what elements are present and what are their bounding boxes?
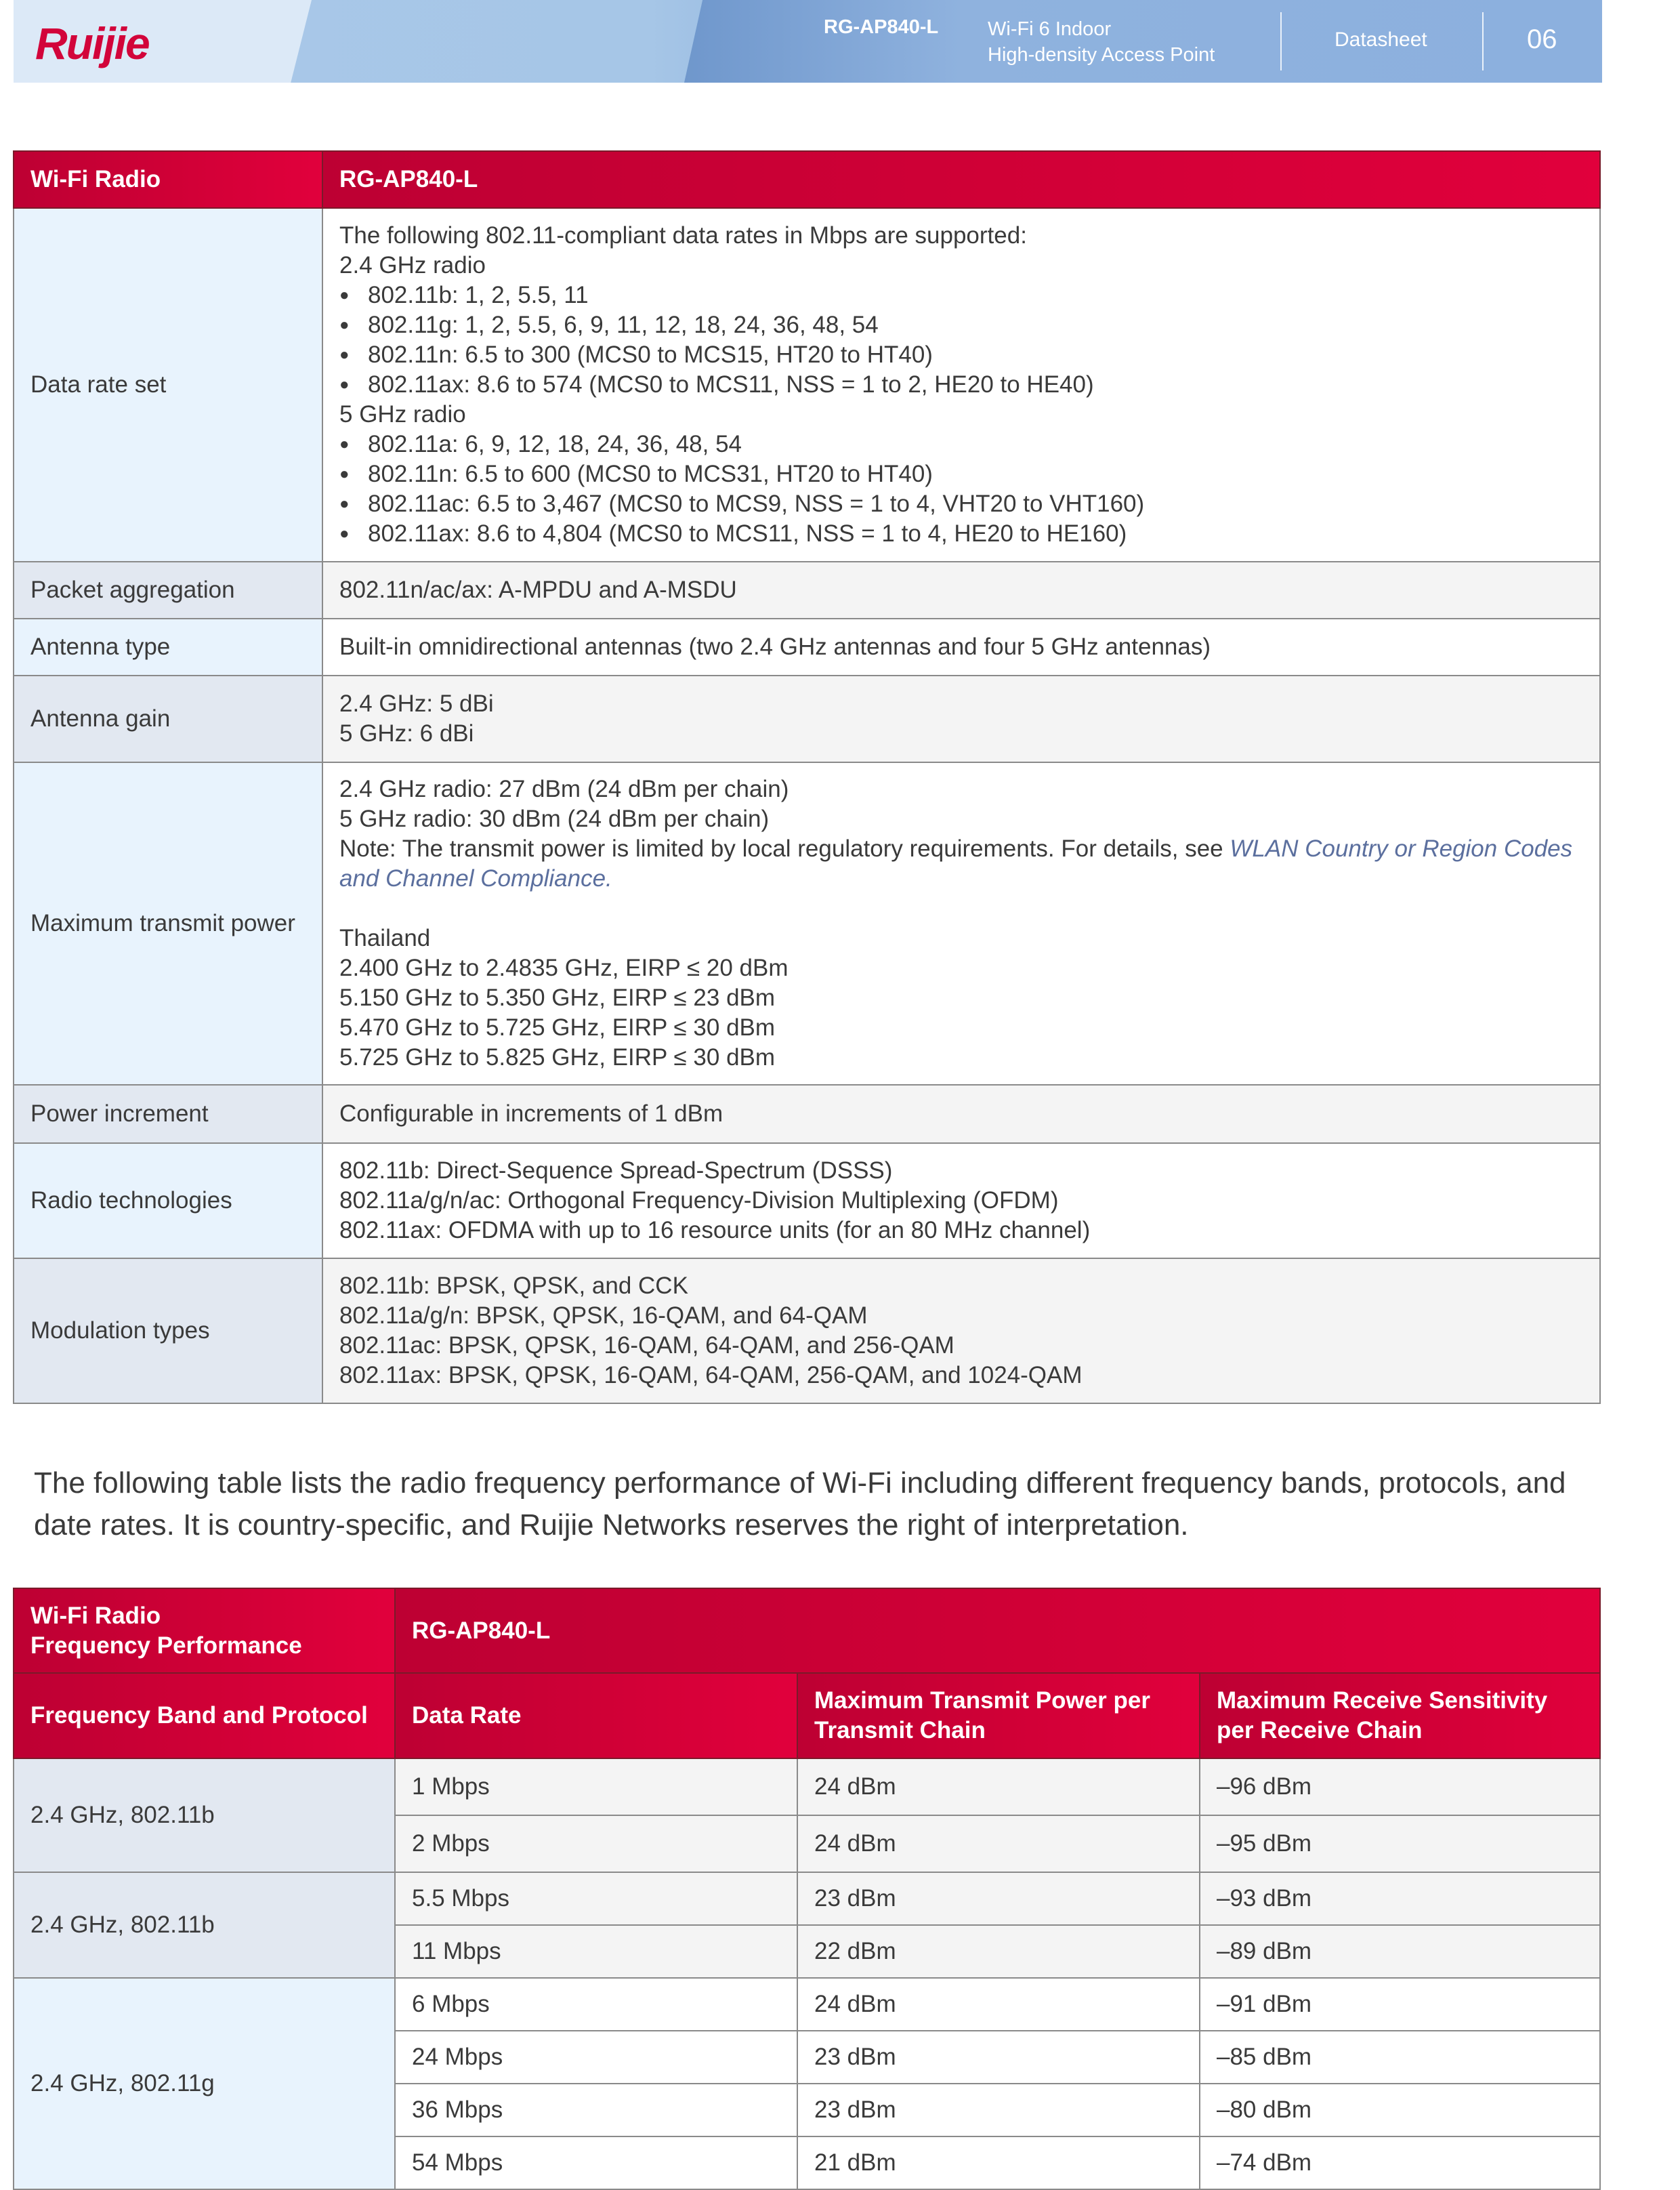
value-line: 2.400 GHz to 2.4835 GHz, EIRP ≤ 20 dBm bbox=[339, 955, 789, 981]
table-row bbox=[14, 1085, 1600, 1143]
header-model: RG-AP840-L bbox=[824, 16, 939, 38]
header-cell: Data Rate bbox=[395, 1673, 797, 1758]
intro-paragraph: The following table lists the radio frequency performance of Wi-Fi including different frequency bands, protocols, and date rates. It is country-specific, and Ruijie Networks reserves the right of interpretation. bbox=[34, 1466, 1566, 1542]
band-label: 5 GHz radio bbox=[339, 401, 466, 428]
header-doc-type: Datasheet bbox=[1335, 28, 1427, 51]
data-rate-intro: The following 802.11-compliant data rates in Mbps are supported: bbox=[339, 222, 1027, 249]
row-value bbox=[322, 762, 1600, 1085]
band-label: 2.4 GHz radio bbox=[339, 252, 486, 278]
rx-cell: –96 dBm bbox=[1200, 1758, 1600, 1815]
country-label: Thailand bbox=[339, 925, 431, 951]
table-row bbox=[14, 208, 1600, 562]
row-label: Radio technologies bbox=[14, 1143, 322, 1258]
rx-cell: –93 dBm bbox=[1200, 1872, 1600, 1925]
row-value: 802.11n/ac/ax: A-MPDU and A-MSDU bbox=[322, 562, 1600, 619]
value-line: 5 GHz radio: 30 dBm (24 dBm per chain) bbox=[339, 806, 770, 832]
bullet-item: ● 802.11n: 6.5 to 300 (MCS0 to MCS15, HT20 to HT40) bbox=[339, 340, 1583, 370]
tx-cell: 24 dBm bbox=[797, 1815, 1200, 1872]
tx-cell: 23 dBm bbox=[797, 1872, 1200, 1925]
tx-cell: 24 dBm bbox=[797, 1758, 1200, 1815]
rx-cell: –85 dBm bbox=[1200, 2031, 1600, 2084]
rate-cell: 6 Mbps bbox=[395, 1978, 797, 2031]
row-label: Maximum transmit power bbox=[14, 762, 322, 1085]
header-description-line2: High-density Access Point bbox=[988, 44, 1215, 66]
row-label: Data rate set bbox=[14, 208, 322, 562]
rate-cell: 11 Mbps bbox=[395, 1925, 797, 1978]
tx-cell: 23 dBm bbox=[797, 2084, 1200, 2136]
table-row bbox=[14, 1143, 1600, 1258]
rx-cell: –95 dBm bbox=[1200, 1815, 1600, 1872]
value-line: 802.11ac: BPSK, QPSK, 16-QAM, 64-QAM, and 256-QAM bbox=[339, 1332, 954, 1359]
table-row bbox=[14, 762, 1600, 1085]
value-line: 802.11b: Direct-Sequence Spread-Spectrum (DSSS) bbox=[339, 1157, 893, 1184]
header-cell: RG-AP840-L bbox=[322, 151, 1600, 208]
row-label: Power increment bbox=[14, 1085, 322, 1143]
table-row bbox=[14, 1258, 1600, 1403]
header-description-line1: Wi-Fi 6 Indoor bbox=[988, 18, 1112, 40]
rf-performance-table bbox=[13, 1588, 1601, 2190]
header-divider bbox=[1280, 12, 1282, 70]
row-label: Modulation types bbox=[14, 1258, 322, 1403]
value-line: 802.11ax: OFDMA with up to 16 resource units (for an 80 MHz channel) bbox=[339, 1217, 1091, 1243]
value-line: 802.11b: BPSK, QPSK, and CCK bbox=[339, 1273, 688, 1299]
header-cell bbox=[14, 1588, 395, 1673]
table-header-row bbox=[14, 1588, 1600, 1673]
spacer bbox=[339, 894, 1583, 924]
table-row bbox=[14, 619, 1600, 676]
band-cell: 2.4 GHz, 802.11b bbox=[14, 1758, 395, 1872]
rate-cell: 24 Mbps bbox=[395, 2031, 797, 2084]
table-row bbox=[14, 1872, 1600, 1925]
page-number: 06 bbox=[1527, 24, 1557, 54]
header-cell: Maximum Transmit Power per Transmit Chain bbox=[797, 1673, 1200, 1758]
value-line: 802.11a/g/n: BPSK, QPSK, 16-QAM, and 64-QAM bbox=[339, 1302, 868, 1329]
value-line: 5.470 GHz to 5.725 GHz, EIRP ≤ 30 dBm bbox=[339, 1014, 776, 1041]
row-value bbox=[322, 1258, 1600, 1403]
value-line: 802.11ax: BPSK, QPSK, 16-QAM, 64-QAM, 256-QAM, and 1024-QAM bbox=[339, 1362, 1083, 1388]
value-line: 5.725 GHz to 5.825 GHz, EIRP ≤ 30 dBm bbox=[339, 1044, 776, 1071]
rx-cell: –91 dBm bbox=[1200, 1978, 1600, 2031]
value-line: 802.11a/g/n/ac: Orthogonal Frequency-Division Multiplexing (OFDM) bbox=[339, 1187, 1059, 1214]
row-value bbox=[322, 676, 1600, 762]
note-line bbox=[339, 834, 1583, 894]
row-value: Built-in omnidirectional antennas (two 2.4 GHz antennas and four 5 GHz antennas) bbox=[322, 619, 1600, 676]
wifi-radio-spec-table bbox=[13, 150, 1601, 1404]
tx-cell: 22 dBm bbox=[797, 1925, 1200, 1978]
header-cell: Maximum Receive Sensitivity per Receive Chain bbox=[1200, 1673, 1600, 1758]
bullet-item: ● 802.11ax: 8.6 to 574 (MCS0 to MCS11, NSS = 1 to 2, HE20 to HE40) bbox=[339, 370, 1583, 400]
rate-cell: 36 Mbps bbox=[395, 2084, 797, 2136]
rate-cell: 5.5 Mbps bbox=[395, 1872, 797, 1925]
rx-cell: –80 dBm bbox=[1200, 2084, 1600, 2136]
value-line: 5 GHz: 6 dBi bbox=[339, 720, 474, 747]
rate-cell: 1 Mbps bbox=[395, 1758, 797, 1815]
header-cell: Wi-Fi Radio bbox=[14, 151, 322, 208]
row-label: Antenna gain bbox=[14, 676, 322, 762]
header-description bbox=[988, 16, 1215, 68]
table-row bbox=[14, 1978, 1600, 2031]
row-value bbox=[322, 208, 1600, 562]
rx-cell: –89 dBm bbox=[1200, 1925, 1600, 1978]
value-line: 2.4 GHz: 5 dBi bbox=[339, 690, 494, 717]
band-cell: 2.4 GHz, 802.11b bbox=[14, 1872, 395, 1978]
header-title-line: Frequency Performance bbox=[30, 1632, 302, 1659]
bullet-item: ● 802.11ax: 8.6 to 4,804 (MCS0 to MCS11, NSS = 1 to 4, HE20 to HE160) bbox=[339, 519, 1583, 549]
header-cell: RG-AP840-L bbox=[395, 1588, 1600, 1673]
note-text: Note: The transmit power is limited by local regulatory requirements. For details, see bbox=[339, 835, 1230, 862]
value-line: 5.150 GHz to 5.350 GHz, EIRP ≤ 23 dBm bbox=[339, 985, 776, 1011]
row-label: Packet aggregation bbox=[14, 562, 322, 619]
table-row bbox=[14, 676, 1600, 762]
table-header-row bbox=[14, 151, 1600, 208]
bullet-item: ● 802.11ac: 6.5 to 3,467 (MCS0 to MCS9, NSS = 1 to 4, VHT20 to VHT160) bbox=[339, 489, 1583, 519]
table-header-row bbox=[14, 1673, 1600, 1758]
rate-cell: 54 Mbps bbox=[395, 2136, 797, 2189]
compliance-link[interactable]: WLAN Country or Region Codes and Channel Compliance. bbox=[339, 835, 1573, 892]
ruijie-logo: Ruijie bbox=[35, 18, 149, 68]
value-line: 2.4 GHz radio: 27 dBm (24 dBm per chain) bbox=[339, 776, 789, 802]
table-row bbox=[14, 1758, 1600, 1815]
row-value: Configurable in increments of 1 dBm bbox=[322, 1085, 1600, 1143]
bullet-item: ● 802.11g: 1, 2, 5.5, 6, 9, 11, 12, 18, 24, 36, 48, 54 bbox=[339, 310, 1583, 340]
tx-cell: 24 dBm bbox=[797, 1978, 1200, 2031]
rx-cell: –74 dBm bbox=[1200, 2136, 1600, 2189]
bullet-item: ● 802.11b: 1, 2, 5.5, 11 bbox=[339, 281, 1583, 310]
bullet-item: ● 802.11n: 6.5 to 600 (MCS0 to MCS31, HT20 to HT40) bbox=[339, 459, 1583, 489]
tx-cell: 21 dBm bbox=[797, 2136, 1200, 2189]
bullet-item: ● 802.11a: 6, 9, 12, 18, 24, 36, 48, 54 bbox=[339, 430, 1583, 459]
row-label: Antenna type bbox=[14, 619, 322, 676]
tx-cell: 23 dBm bbox=[797, 2031, 1200, 2084]
row-value bbox=[322, 1143, 1600, 1258]
table-row bbox=[14, 562, 1600, 619]
band-cell: 2.4 GHz, 802.11g bbox=[14, 1978, 395, 2189]
header-cell: Frequency Band and Protocol bbox=[14, 1673, 395, 1758]
header-divider bbox=[1482, 12, 1484, 70]
header-title-line: Wi-Fi Radio bbox=[30, 1602, 161, 1629]
rate-cell: 2 Mbps bbox=[395, 1815, 797, 1872]
